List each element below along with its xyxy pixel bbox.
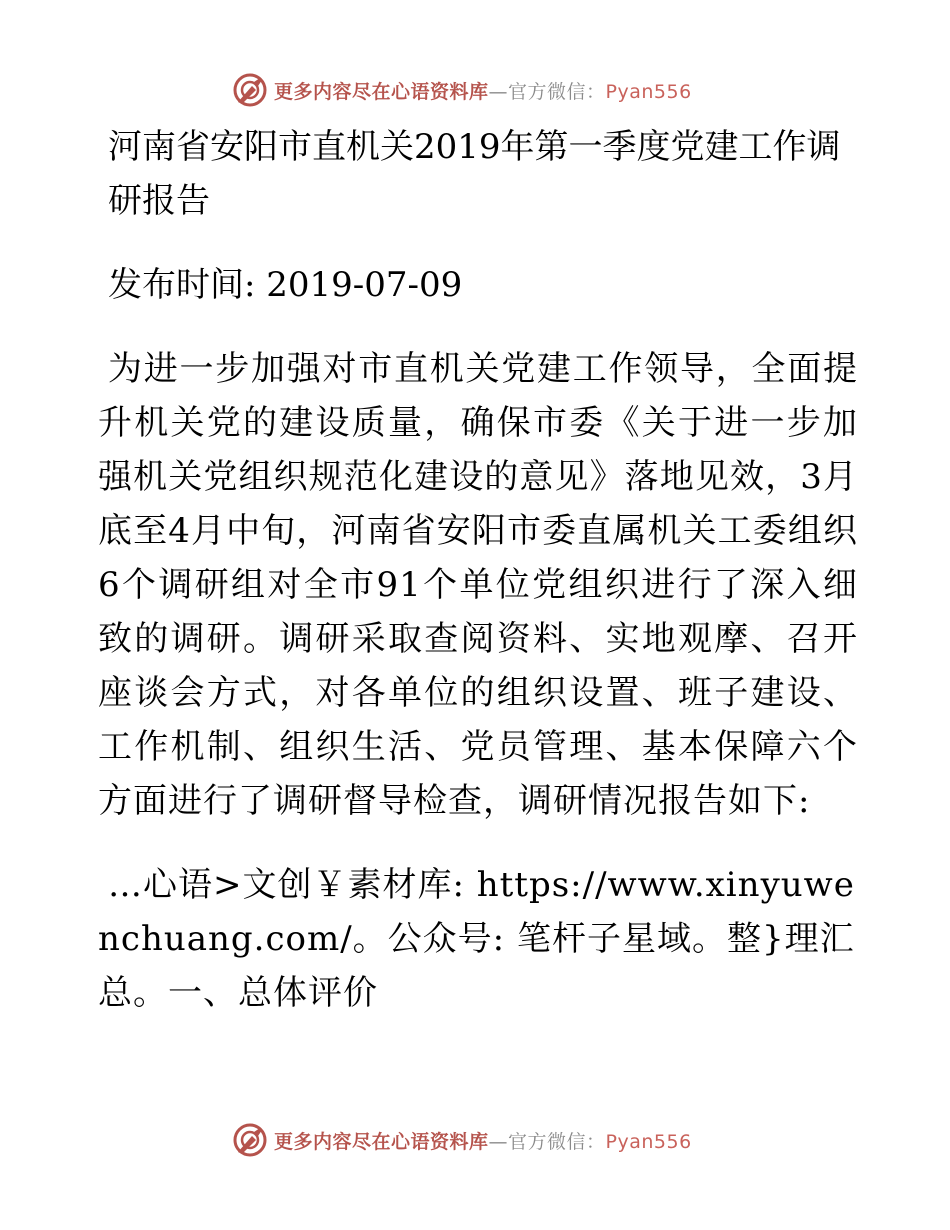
watermark-wechat-id: Pyan556 (605, 80, 692, 103)
body-paragraph: 为进一步加强对市直机关党建工作领导，全面提升机关党的建设质量，确保市委《关于进一步加强机关党组织规范化建设的意见》落地见效，3月底至4月中旬，河南省安阳市委直属机关工委组织6个调研组对全市91个单位党组织进行了深入细致的调研。调研采取查阅资料、实地观摩、召开座谈会方式，对各单位的组织设置、班子建设、工作机制、组织生活、党员管理、基本保障六个方面进行了调研督导检查，调研情况报告如下: (98, 349, 858, 821)
document-body (98, 120, 858, 1020)
watermark-text (274, 1127, 692, 1154)
header-watermark (232, 70, 692, 110)
watermark-separator: — (488, 1130, 509, 1153)
watermark-wechat-label: 官方微信： (508, 1130, 606, 1153)
watermark-brand: 更多内容尽在心语资料库 (274, 1130, 489, 1153)
watermark-text (274, 77, 692, 104)
red-circle-pen-logo-icon (232, 72, 268, 108)
footer-watermark (232, 1120, 692, 1160)
watermark-separator: — (488, 80, 509, 103)
watermark-wechat-id: Pyan556 (605, 1130, 692, 1153)
document-title: 河南省安阳市直机关2019年第一季度党建工作调研报告 (108, 127, 841, 221)
watermark-wechat-label: 官方微信： (508, 80, 606, 103)
source-note: …心语>文创￥素材库: https://www.xinyuwenchuang.com/。公众号: 笔杆子星域。整}理汇总。一、总体评价 (98, 865, 855, 1013)
red-circle-pen-logo-icon (232, 1122, 268, 1158)
watermark-brand: 更多内容尽在心语资料库 (274, 80, 489, 103)
publish-date: 发布时间: 2019-07-09 (108, 265, 463, 305)
